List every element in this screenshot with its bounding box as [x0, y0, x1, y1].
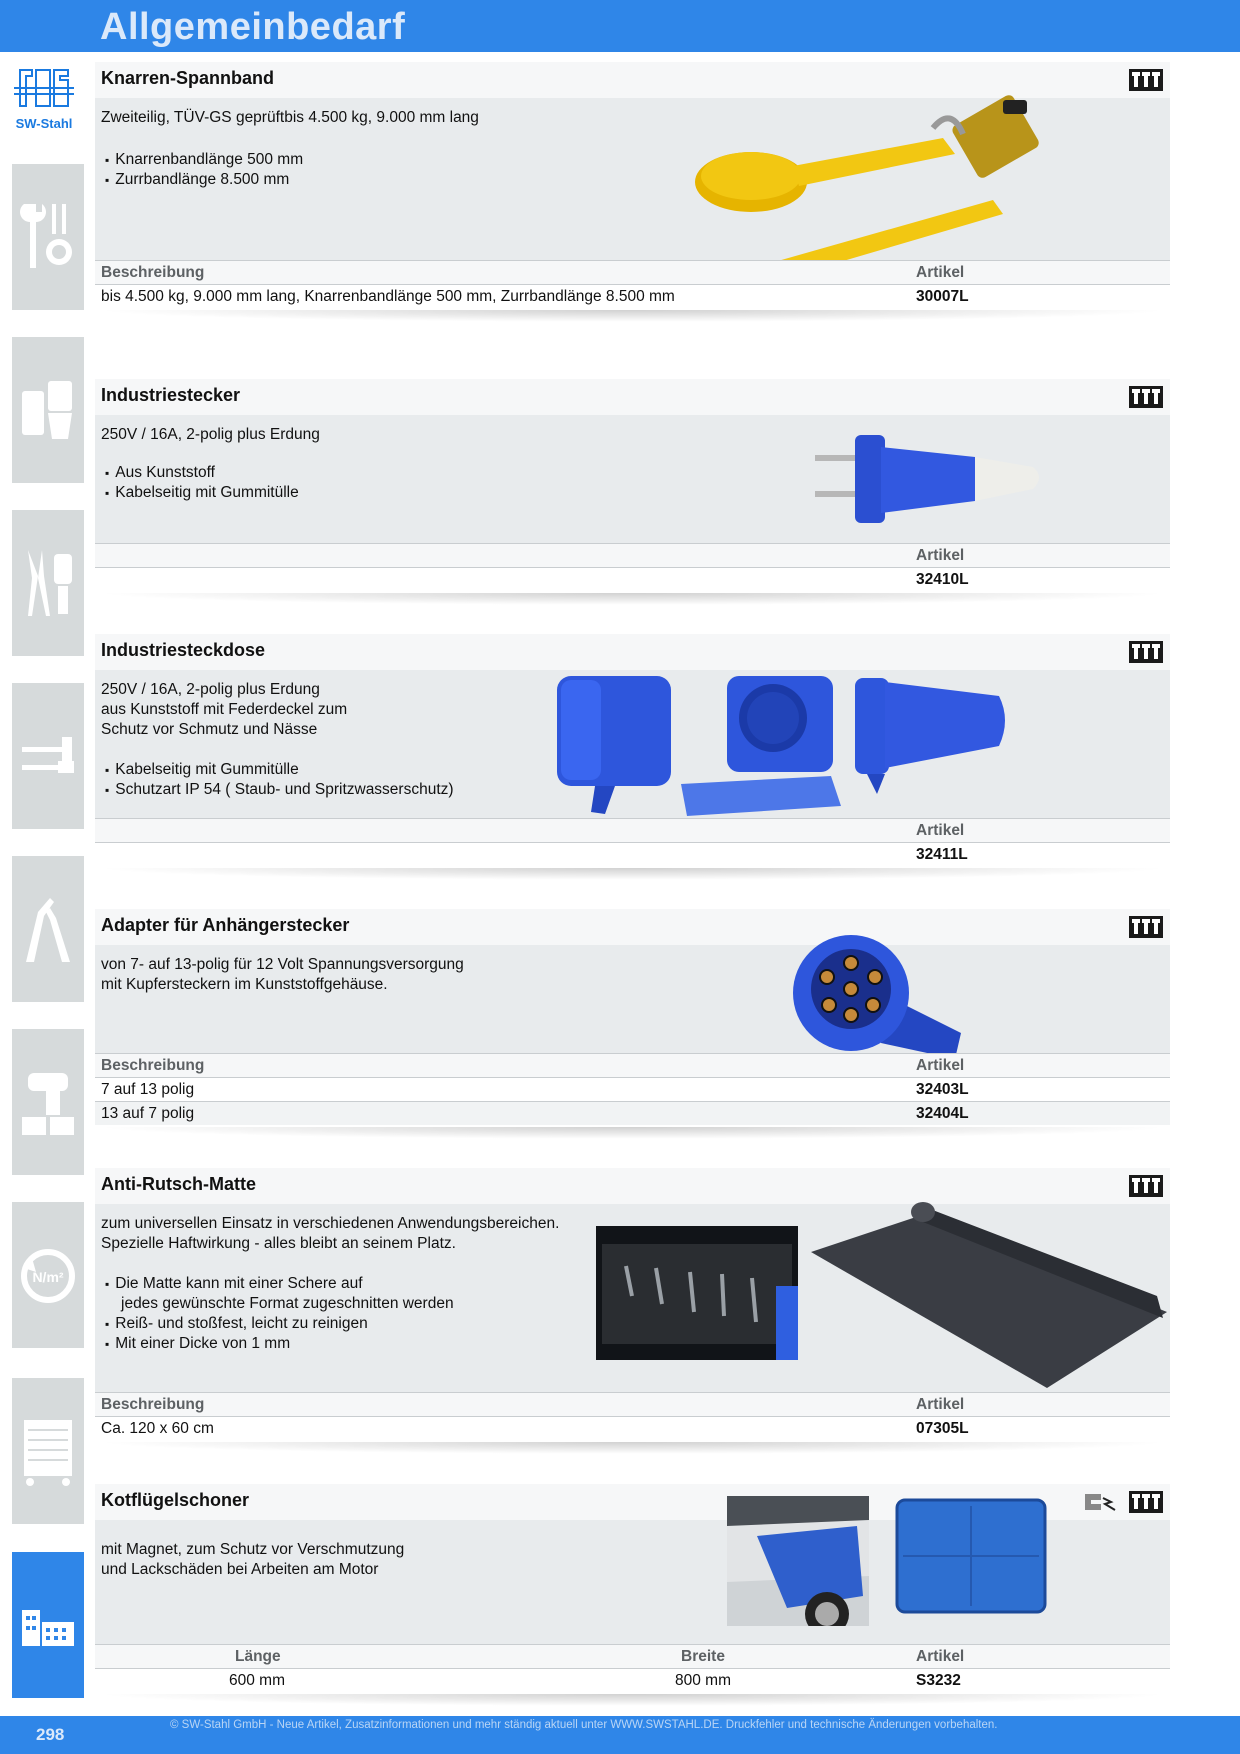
section-body: [95, 1204, 1170, 1392]
section-shadow: [95, 1127, 1170, 1139]
cell-breite: 800 mm: [675, 1672, 731, 1689]
cell-beschreibung: 13 auf 7 polig: [101, 1105, 195, 1122]
tool-cabinet-icon: [18, 1414, 78, 1488]
brand-logo: [12, 64, 76, 134]
feature-item: ▪ Reiß- und stoßfest, leicht zu reinigen: [105, 1314, 454, 1334]
table-header-row: [95, 543, 1170, 567]
product-description: mit Magnet, zum Schutz vor Verschmutzung und Lackschäden bei Arbeiten am Motor: [101, 1541, 405, 1578]
feature-item: ▪ Knarrenbandlänge 500 mm: [105, 150, 303, 170]
table-row[interactable]: [95, 1668, 1170, 1692]
sidebar-category-sockets[interactable]: [12, 337, 84, 483]
table-row[interactable]: [95, 1077, 1170, 1101]
magnet-icon: [1081, 1490, 1121, 1514]
table-header-row: [95, 1392, 1170, 1416]
tool-badge-icon: [1129, 916, 1163, 938]
feature-item: ▪ Kabelseitig mit Gummitülle: [105, 483, 299, 503]
product-description: zum universellen Einsatz in verschiedenen Anwendungsbereichen. Spezielle Haftwirkung - alles bleibt an seinem Platz.: [101, 1215, 560, 1252]
cell-laenge: 600 mm: [229, 1672, 285, 1689]
section-body: [95, 415, 1170, 543]
feature-item: ▪ Mit einer Dicke von 1 mm: [105, 1334, 454, 1354]
fender-cover-on-car-image: [727, 1496, 869, 1626]
product-section-fender-cover: [95, 1484, 1170, 1714]
impact-wrench-icon: [18, 1065, 78, 1139]
torque-icon: [18, 1238, 78, 1312]
table-row[interactable]: [95, 842, 1170, 866]
sidebar-category-hammers[interactable]: [12, 683, 84, 829]
sidebar-category-grip-pliers[interactable]: [12, 856, 84, 1002]
feature-item: ▪ Kabelseitig mit Gummitülle: [105, 760, 454, 780]
column-header-laenge: Länge: [235, 1648, 281, 1665]
feature-item: ▪ Aus Kunststoff: [105, 463, 299, 483]
feature-list: [105, 1274, 454, 1354]
feature-item: ▪ Zurrbandlänge 8.500 mm: [105, 170, 303, 190]
feature-list: [105, 150, 303, 190]
page-title: Allgemeinbedarf: [100, 6, 406, 48]
table-row[interactable]: [95, 1416, 1170, 1440]
sidebar-category-hand-tools[interactable]: [12, 164, 84, 310]
product-section-industrial-socket: [95, 634, 1170, 894]
sw-stahl-logo-icon: [14, 64, 74, 112]
product-title: Anti-Rutsch-Matte: [101, 1174, 256, 1194]
svg-text:N/m²: N/m²: [32, 1269, 64, 1285]
section-shadow: [95, 868, 1170, 880]
product-description: Zweiteilig, TÜV-GS geprüftbis 4.500 kg, 9.000 mm lang: [101, 109, 479, 126]
feature-item: jedes gewünschte Format zugeschnitten werden: [121, 1295, 454, 1312]
column-header-beschreibung: Beschreibung: [101, 1396, 205, 1413]
product-title: Kotflügelschoner: [101, 1490, 250, 1510]
product-title: Industriestecker: [101, 385, 241, 405]
column-header-breite: Breite: [681, 1648, 725, 1665]
section-header: [95, 909, 1170, 945]
column-header-artikel: Artikel: [916, 264, 965, 281]
sidebar-category-power-tools[interactable]: [12, 1029, 84, 1175]
product-section-anti-slip-mat: [95, 1168, 1170, 1468]
table-header-row: [95, 260, 1170, 284]
feature-list: [105, 760, 454, 800]
cell-beschreibung: bis 4.500 kg, 9.000 mm lang, Knarrenbandlänge 500 mm, Zurrbandlänge 8.500 mm: [101, 288, 675, 305]
cell-artikel: 32403L: [916, 1081, 969, 1098]
product-description: von 7- auf 13-polig für 12 Volt Spannungsversorgung mit Kupfersteckern im Kunststoffgehäuse.: [101, 956, 464, 993]
page-number: 298: [36, 1725, 65, 1744]
column-header-artikel: Artikel: [916, 1648, 965, 1665]
cell-artikel: S3232: [916, 1672, 961, 1689]
product-title: Adapter für Anhängerstecker: [101, 915, 350, 935]
cell-artikel: 32410L: [916, 571, 969, 588]
section-header: [95, 634, 1170, 670]
tool-badge-icon: [1129, 641, 1163, 663]
sidebar-category-pliers[interactable]: [12, 510, 84, 656]
section-body: [95, 670, 1170, 818]
ratchet-strap-image: [693, 88, 1103, 288]
cell-artikel: 32411L: [916, 846, 968, 863]
feature-item: ▪ Die Matte kann mit einer Schere auf: [105, 1274, 454, 1294]
industrial-socket-image: [555, 666, 1075, 826]
industrial-plug-image: [815, 427, 1055, 531]
table-row[interactable]: [95, 284, 1170, 308]
product-title: Industriesteckdose: [101, 640, 266, 660]
cell-artikel: 30007L: [916, 288, 969, 305]
cell-beschreibung: Ca. 120 x 60 cm: [101, 1420, 214, 1437]
product-section-industrial-plug: [95, 379, 1170, 619]
sidebar-category-torque[interactable]: [12, 1202, 84, 1348]
feature-list: [105, 463, 299, 503]
footer-copyright: © SW-Stahl GmbH - Neue Artikel, Zusatzinformationen und mehr ständig aktuell unter WWW.SWSTAHL.DE. Druckfehler und technische Änderungen vorbehalten.: [170, 1719, 998, 1731]
brand-name: SW-Stahl: [15, 116, 73, 131]
product-description: 250V / 16A, 2-polig plus Erdung aus Kunststoff mit Federdeckel zum Schutz vor Schmutz und Nässe: [101, 681, 348, 738]
column-header-artikel: Artikel: [916, 547, 965, 564]
product-section-trailer-adapter: [95, 909, 1170, 1159]
header-bar: [0, 0, 1240, 52]
section-body: [95, 945, 1170, 1053]
product-title: Knarren-Spannband: [101, 68, 275, 88]
section-header: [95, 379, 1170, 415]
fender-cover-image: [895, 1498, 1047, 1614]
cell-beschreibung: 7 auf 13 polig: [101, 1081, 195, 1098]
column-header-artikel: Artikel: [916, 1396, 965, 1413]
grip-pliers-icon: [18, 892, 78, 966]
column-header-artikel: Artikel: [916, 1057, 965, 1074]
section-shadow: [95, 1694, 1170, 1706]
sidebar-category-general[interactable]: [12, 1552, 84, 1698]
mat-in-drawer-image: [596, 1226, 798, 1360]
sockets-icon: [18, 373, 78, 447]
section-shadow: [95, 1442, 1170, 1454]
section-shadow: [95, 593, 1170, 605]
column-header-artikel: Artikel: [916, 822, 965, 839]
tool-badge-icon: [1129, 1491, 1163, 1513]
cell-artikel: 32404L: [916, 1105, 969, 1122]
feature-item: ▪ Schutzart IP 54 ( Staub- und Spritzwasserschutz): [105, 780, 454, 800]
sidebar-category-tool-cabinets[interactable]: [12, 1378, 84, 1524]
hammer-icon: [18, 719, 78, 793]
tool-badge-icon: [1129, 69, 1163, 91]
table-row[interactable]: [95, 1101, 1170, 1125]
column-header-beschreibung: Beschreibung: [101, 1057, 205, 1074]
table-row[interactable]: [95, 567, 1170, 591]
building-icon: [18, 1588, 78, 1662]
pliers-icon: [18, 546, 78, 620]
product-section-ratchet-strap: [95, 62, 1170, 362]
wrench-screwdriver-icon: [18, 200, 78, 274]
table-header-row: [95, 1053, 1170, 1077]
column-header-beschreibung: Beschreibung: [101, 264, 205, 281]
mat-roll-image: [807, 1192, 1169, 1392]
section-shadow: [95, 310, 1170, 322]
cell-artikel: 07305L: [916, 1420, 969, 1437]
table-header-row: [95, 818, 1170, 842]
footer-bar: [0, 1716, 1240, 1754]
product-description: 250V / 16A, 2-polig plus Erdung: [101, 426, 320, 443]
tool-badge-icon: [1129, 386, 1163, 408]
table-header-row: [95, 1644, 1170, 1668]
